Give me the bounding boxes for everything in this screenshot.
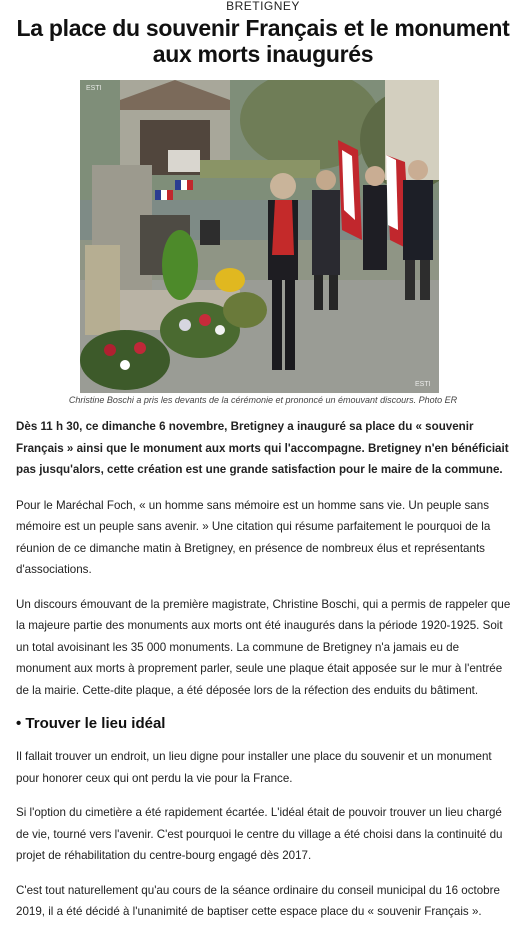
article-kicker: BRETIGNEY (226, 0, 300, 13)
article-paragraph: Pour le Maréchal Foch, « un homme sans mémoire est un homme sans vie. Un peuple sans mémoire est un peuple sans avenir. » Une citation qui résume parfaitement le pourquoi de la réunion de ce dimanche matin à Bretigney, en présence de nombreux élus et représentants d'associations. (16, 498, 491, 576)
article-photo (80, 80, 439, 393)
article-paragraph: Si l'option du cimetière a été rapidement écartée. L'idéal était de pouvoir trouver un lieu chargé de vie, tourné vers l'avenir. C'est pourquoi le centre du village a été choisi dans la continuité du projet de réhabilitation du centre-bourg engagé dès 2017. (16, 806, 503, 862)
article-body (16, 416, 516, 936)
photo-watermark-top: ESTI (86, 85, 102, 92)
article-title: La place du souvenir Français et le monument aux morts inaugurés (16, 15, 510, 67)
photo-caption: Christine Boschi a pris les devants de la cérémonie et prononcé un émouvant discours. Photo ER (68, 395, 458, 405)
article-paragraph: Un discours émouvant de la première magistrate, Christine Boschi, qui a permis de rappeler que la majeure partie des monuments aux morts ont été inaugurés dans la période 1920-1925. Soit un total avoisinant les 35 000 monuments. La commune de Bretigney n'a jamais eu de monument aux morts à proprement parler, seule une plaque était apposée sur le mur à l'entrée de la mairie. Cette-dite plaque, a été déposée lors de la réfection des enduits du bâtiment. (16, 597, 511, 697)
article-paragraph: C'est tout naturellement qu'au cours de la séance ordinaire du conseil municipal du 16 octobre 2019, il a été décidé à l'unanimité de baptiser cette espace place du « souvenir Français ». (16, 883, 500, 918)
photo-watermark-bottom: ESTI (415, 381, 431, 388)
ceremony-photo-illustration (80, 80, 439, 393)
article-subheading: • Trouver le lieu idéal (16, 715, 166, 732)
article-lead: Dès 11 h 30, ce dimanche 6 novembre, Bretigney a inauguré sa place du « souvenir Français » ainsi que le monument aux morts qui l'accompagne. Bretigney n'en bénéficiait pas jusqu'alors, cette création est une grande satisfaction pour le maire de la commune. (16, 420, 509, 476)
article-paragraph: Il fallait trouver un endroit, un lieu digne pour installer une place du souvenir et un monument pour honorer ceux qui ont perdu la vie pour la France. (16, 750, 492, 785)
